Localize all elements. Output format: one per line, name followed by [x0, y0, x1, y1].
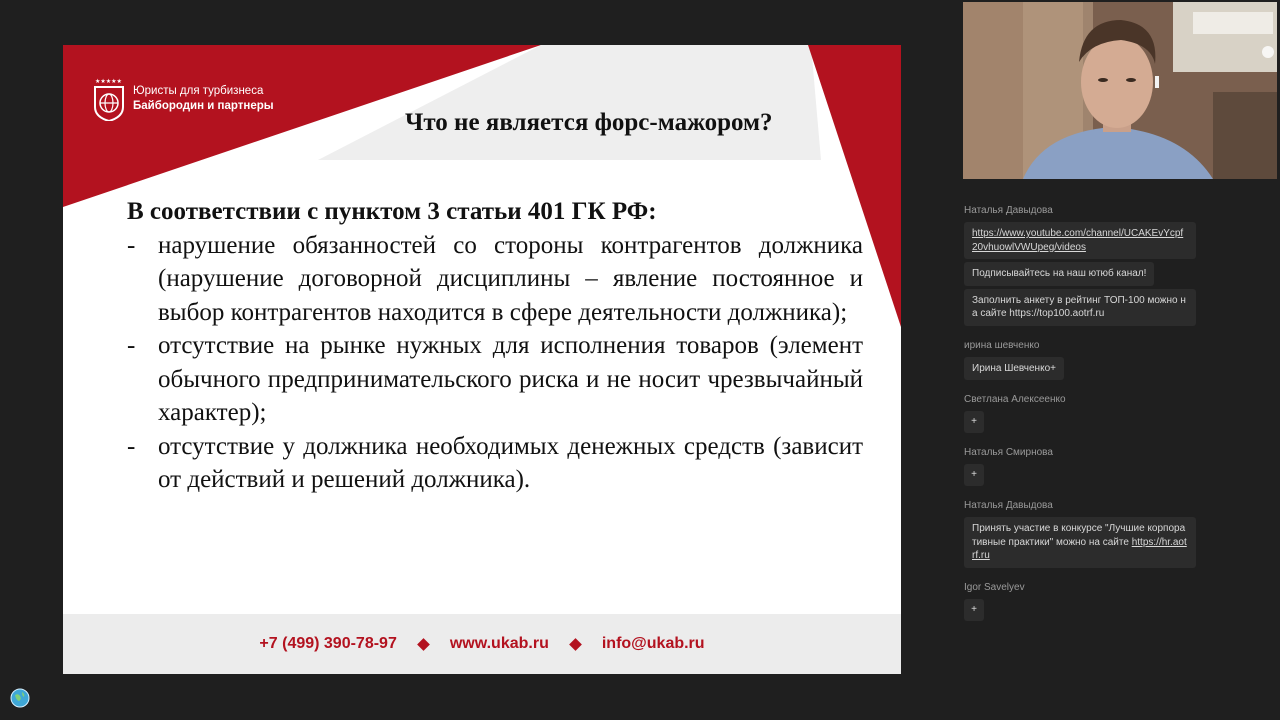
- slide-title: Что не является форс-мажором?: [405, 109, 773, 136]
- chat-message-group: [964, 205, 1264, 326]
- bullet-dash: -: [127, 231, 136, 259]
- chat-message-group: [964, 500, 1264, 568]
- slide-body: [127, 195, 863, 497]
- company-logo: [91, 77, 274, 121]
- chat-bubble: Подписывайтесь на наш ютюб канал!: [964, 262, 1154, 286]
- presentation-slide: [63, 45, 901, 674]
- bullet-item: [127, 430, 863, 497]
- diamond-icon: [569, 638, 582, 651]
- bullet-dash: -: [127, 332, 136, 359]
- chat-bubble: +: [964, 411, 984, 433]
- chat-link[interactable]: https://hr.aotrf.ru: [972, 536, 1187, 561]
- chat-sender: Светлана Алексеенко: [964, 394, 1066, 405]
- chat-message-group: [964, 582, 1264, 621]
- chat-message-group: [964, 340, 1264, 381]
- chat-sender: Igor Savelyev: [964, 581, 1025, 593]
- participant-video[interactable]: [963, 2, 1277, 179]
- bullet-text: нарушение обязанностей со стороны контрагентов должника (нарушение договорной дисциплины – явление постоянное и выбор контрагентов находится в сфере деятельности должника);: [158, 231, 863, 326]
- svg-text:★★★★★: ★★★★★: [95, 78, 122, 85]
- chat-sender: Наталья Давыдова: [964, 205, 1053, 216]
- video-frame: [963, 2, 1277, 179]
- footer-site: www.ukab.ru: [449, 635, 549, 652]
- chat-bubble-text: Принять участие в конкурсе "Лучшие корпоративные практики" можно на сайте: [972, 523, 1186, 548]
- bullet-dash: -: [127, 432, 136, 460]
- chat-link[interactable]: https://www.youtube.com/channel/UCAKEvYcpf20vhuowlVWUpeg/videos: [964, 222, 1196, 259]
- chat-sender: ирина шевченко: [964, 339, 1040, 351]
- slide-footer: [63, 614, 901, 674]
- chat-message-group: [964, 447, 1264, 486]
- globe-icon[interactable]: [10, 688, 30, 708]
- footer-email: info@ukab.ru: [601, 635, 705, 652]
- bullet-item: [127, 329, 863, 430]
- chat-bubble: +: [964, 599, 984, 621]
- bullet-item: [127, 229, 863, 330]
- chat-bubble: [964, 517, 1196, 568]
- logo-line1: Юристы для турбизнеса: [133, 85, 264, 97]
- lead-text: В соответствии с пунктом 3 статьи 401 ГК РФ:: [127, 198, 657, 225]
- chat-bubble: +: [964, 464, 984, 486]
- bullet-text: отсутствие у должника необходимых денежных средств (зависит от действий и решений должника).: [158, 432, 863, 493]
- footer-phone: +7 (499) 390-78-97: [259, 635, 397, 652]
- chat-sender: Наталья Смирнова: [964, 447, 1053, 458]
- globe-shield-icon: [91, 77, 127, 121]
- logo-line2: Байбородин и партнеры: [133, 100, 274, 112]
- bullet-text: отсутствие на рынке нужных для исполнения товаров (элемент обычного предпринимательского риска и не носит чрезвычайный характер);: [158, 332, 863, 426]
- chat-panel: [964, 205, 1264, 621]
- chat-message-group: [964, 394, 1264, 433]
- chat-bubble: Ирина Шевченко+: [964, 357, 1064, 381]
- chat-bubble: Заполнить анкету в рейтинг ТОП-100 можно на сайте https://top100.aotrf.ru: [964, 289, 1196, 326]
- diamond-icon: [417, 638, 430, 651]
- chat-sender: Наталья Давыдова: [964, 500, 1053, 511]
